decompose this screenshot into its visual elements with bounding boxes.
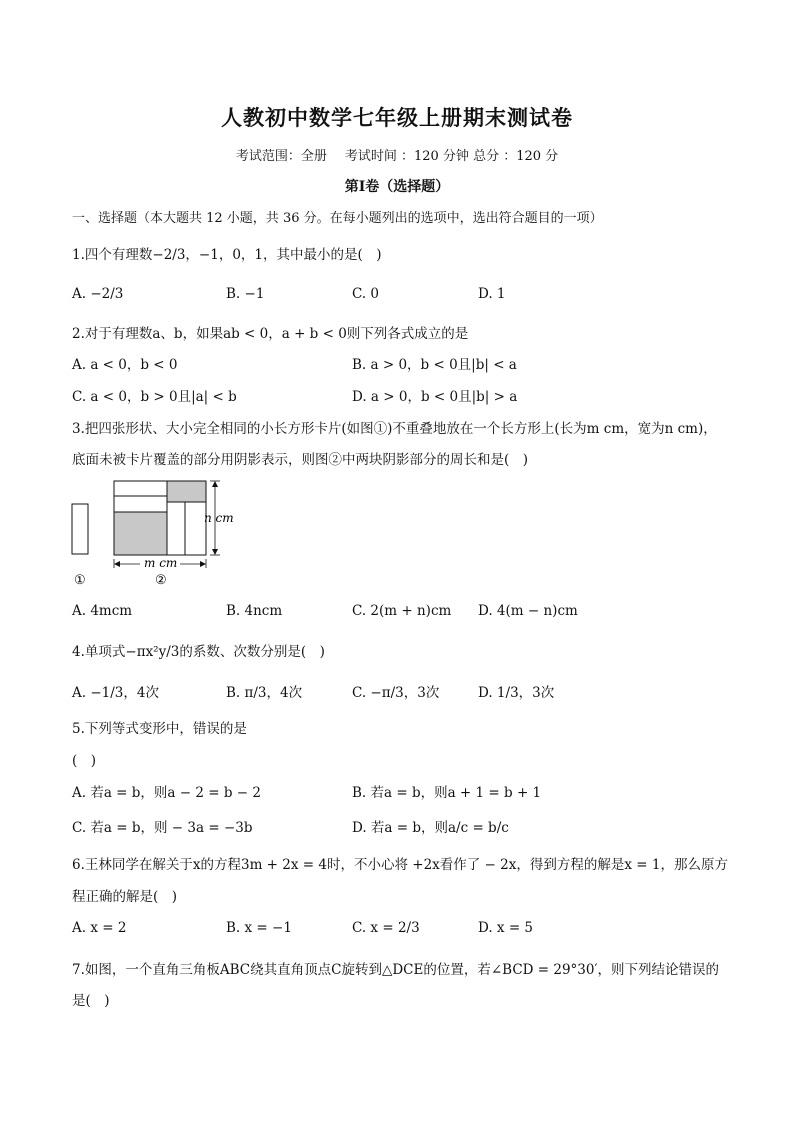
question-2-option-d: D. a > 0，b < 0且|b| > a (352, 389, 518, 405)
question-4-option-b: B. π/3，4次 (226, 685, 303, 701)
question-6-option-d: D. x = 5 (478, 920, 534, 936)
question-6-stem-line2: 程正确的解是( ) (72, 889, 178, 905)
question-4-option-d: D. 1/3，3次 (478, 685, 555, 701)
shaded-bottom-left (114, 512, 167, 555)
card-rectangle (72, 504, 88, 554)
question-2-option-c: C. a < 0，b > 0且|a| < b (72, 389, 237, 405)
question-7-stem-line1: 7.如图，一个直角三角板ABC绕其直角顶点C旋转到△DCE的位置，若∠BCD = 29°30′，则下列结论错误的 (72, 962, 720, 978)
question-3-option-d: D. 4(m − n)cm (478, 603, 578, 619)
question-5-option-b: B. 若a = b，则a + 1 = b + 1 (352, 785, 542, 801)
figure-label-1: ① (74, 573, 86, 588)
question-4-option-a: A. −1/3，4次 (72, 685, 159, 701)
question-1-option-c: C. 0 (352, 286, 380, 302)
question-1-option-a: A. −2/3 (72, 286, 124, 302)
volume-title: 第Ⅰ卷（选择题） (344, 179, 450, 195)
question-3-figure (60, 476, 250, 592)
shaded-top-right (167, 481, 206, 502)
question-5-option-c: C. 若a = b，则 − 3a = −3b (72, 820, 253, 836)
exam-total: 总分 ：120 分 (473, 149, 559, 164)
width-label: m cm (144, 556, 178, 570)
question-3-stem-line2: 底面未被卡片覆盖的部分用阴影表示，则图②中两块阴影部分的周长和是( ) (72, 452, 529, 468)
question-1-option-d: D. 1 (478, 286, 506, 302)
question-1-option-b: B. −1 (226, 286, 265, 302)
exam-info (0, 145, 794, 164)
question-6-option-a: A. x = 2 (72, 920, 127, 936)
exam-title: 人教初中数学七年级上册期末测试卷 (221, 105, 573, 130)
question-6-option-c: C. x = 2/3 (352, 920, 420, 936)
question-2-option-a: A. a < 0，b < 0 (72, 357, 178, 373)
question-5-option-d: D. 若a = b，则a/c = b/c (352, 820, 509, 836)
question-7-stem-line2: 是( ) (72, 993, 110, 1009)
figure-label-2: ② (155, 573, 167, 588)
question-3-option-a: A. 4mcm (72, 603, 133, 619)
question-6-stem-line1: 6.王林同学在解关于x的方程3m + 2x = 4时，不小心将 +2x看作了 − 2x，得到方程的解是x = 1，那么原方 (72, 857, 728, 873)
question-1-stem: 1.四个有理数−2/3，−1，0，1，其中最小的是( ) (72, 247, 382, 263)
question-2-stem: 2.对于有理数a、b，如果ab < 0，a + b < 0则下列各式成立的是 (72, 326, 469, 342)
section-heading: 一、选择题（本大题共 12 小题，共 36 分。在每小题列出的选项中，选出符合题目的一项） (72, 211, 603, 226)
exam-time: 考试时间 ：120 分钟 (344, 149, 469, 164)
question-2-option-b: B. a > 0，b < 0且|b| < a (352, 357, 517, 373)
question-3-option-c: C. 2(m + n)cm (352, 603, 452, 619)
question-5-stem-line1: 5.下列等式变形中，错误的是 (72, 721, 247, 737)
question-5-option-a: A. 若a = b，则a − 2 = b − 2 (72, 785, 261, 801)
height-label: n cm (204, 511, 234, 525)
question-3-option-b: B. 4ncm (226, 603, 283, 619)
question-4-stem: 4.单项式−πx²y/3的系数、次数分别是( ) (72, 644, 325, 660)
exam-scope: 考试范围：全册 (235, 149, 327, 164)
question-5-stem-line2: ( ) (72, 753, 97, 769)
question-4-option-c: C. −π/3，3次 (352, 685, 440, 701)
question-3-stem-line1: 3.把四张形状、大小完全相同的小长方形卡片(如图①)不重叠地放在一个长方形上(长为m cm，宽为n cm)， (72, 421, 717, 437)
question-6-option-b: B. x = −1 (226, 920, 292, 936)
